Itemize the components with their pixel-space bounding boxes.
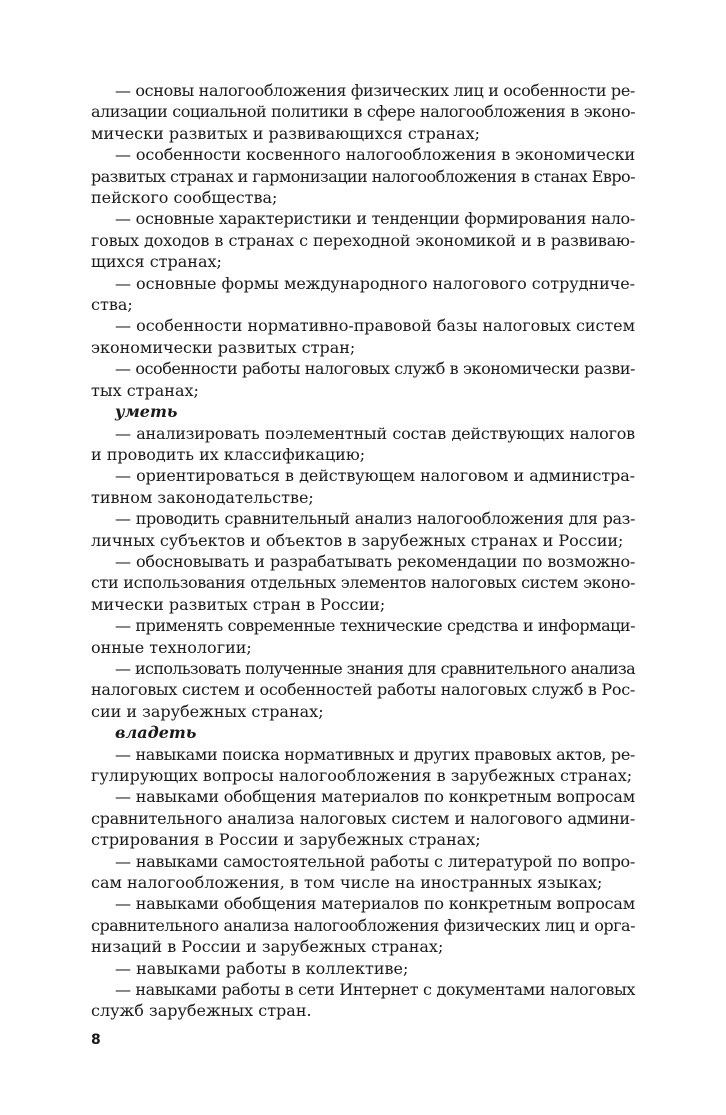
text-line: говых доходов в странах с переходной экономикой и в развиваю- — [91, 230, 635, 250]
text-line: тых странах; — [91, 380, 199, 400]
text-line: — использовать полученные знания для сравнительного анализа — [115, 658, 635, 678]
text-line: — основные формы международного налогового сотрудниче- — [115, 273, 635, 293]
text-line: налоговых систем и особенностей работы налоговых служб в Рос- — [91, 680, 635, 700]
text-line: гулирующих вопросы налогообложения в зарубежных странах; — [91, 766, 633, 785]
text-line: — ориентироваться в действующем налоговом и администра- — [115, 466, 635, 486]
text-line: — особенности работы налоговых служб в экономически разви- — [115, 359, 635, 379]
text-line: ства; — [91, 295, 133, 315]
text-line: пейского сообщества; — [91, 188, 278, 208]
text-line: — особенности косвенного налогообложения в экономически — [115, 145, 635, 165]
text-line: — навыками поиска нормативных и других правовых актов, ре- — [115, 744, 635, 764]
text-line: онные технологии; — [91, 637, 252, 657]
text-line: развитых странах и гармонизации налогообложения в станах Евро- — [91, 166, 635, 186]
text-line: сии и зарубежных странах; — [91, 701, 324, 721]
text-line: экономически развитых стран; — [91, 337, 356, 357]
text-line: — навыками обобщения материалов по конкретным вопросам — [115, 787, 635, 807]
text-line: — обосновывать и разрабатывать рекомендации по возможно- — [115, 551, 635, 571]
text-line: тивном законодательстве; — [91, 487, 314, 507]
section-heading-vladet: владеть — [115, 723, 197, 743]
text-line: мически развитых стран в России; — [91, 594, 386, 614]
text-line: стрирования в России и зарубежных странах; — [91, 830, 481, 850]
text-line: — навыками самостоятельной работы с литературой по вопро- — [115, 851, 635, 871]
text-line: и проводить их классификацию; — [91, 444, 366, 464]
text-line: — навыками работы в коллективе; — [115, 958, 409, 978]
text-line: служб зарубежных стран. — [91, 1001, 312, 1021]
text-line: мически развитых и развивающихся странах; — [91, 123, 481, 143]
text-line: — анализировать поэлементный состав действующих налогов — [115, 423, 635, 443]
text-line: ализации социальной политики в сфере налогообложения в эконо- — [91, 102, 635, 122]
text-line: — проводить сравнительный анализ налогообложения для раз- — [115, 509, 635, 529]
text-line: — навыками работы в сети Интернет с документами налоговых — [115, 980, 635, 1000]
text-line: — основные характеристики и тенденции формирования нало- — [115, 209, 635, 229]
text-line: сти использования отдельных элементов налоговых систем эконо- — [91, 573, 635, 593]
text-line: сравнительного анализа налогообложения физических лиц и орга- — [91, 915, 635, 935]
text-line: — навыками обобщения материалов по конкретным вопросам — [115, 894, 635, 914]
text-line: сравнительного анализа налоговых систем и налогового админи- — [91, 808, 635, 828]
text-line: — применять современные технические средства и информаци- — [115, 616, 635, 636]
text-line: низаций в России и зарубежных странах; — [91, 937, 444, 957]
text-line: сам налогообложения, в том числе на иностранных языках; — [91, 873, 603, 893]
text-line: — основы налогообложения физических лиц и особенности ре- — [115, 81, 635, 100]
section-heading-umet: уметь — [115, 402, 178, 422]
text-line: личных субъектов и объектов в зарубежных странах и России; — [91, 530, 624, 550]
text-line: щихся странах; — [91, 252, 222, 272]
text-line: — особенности нормативно-правовой базы налоговых систем — [115, 316, 635, 336]
page-number: 8 — [91, 1032, 101, 1048]
page-body — [91, 80, 635, 1022]
